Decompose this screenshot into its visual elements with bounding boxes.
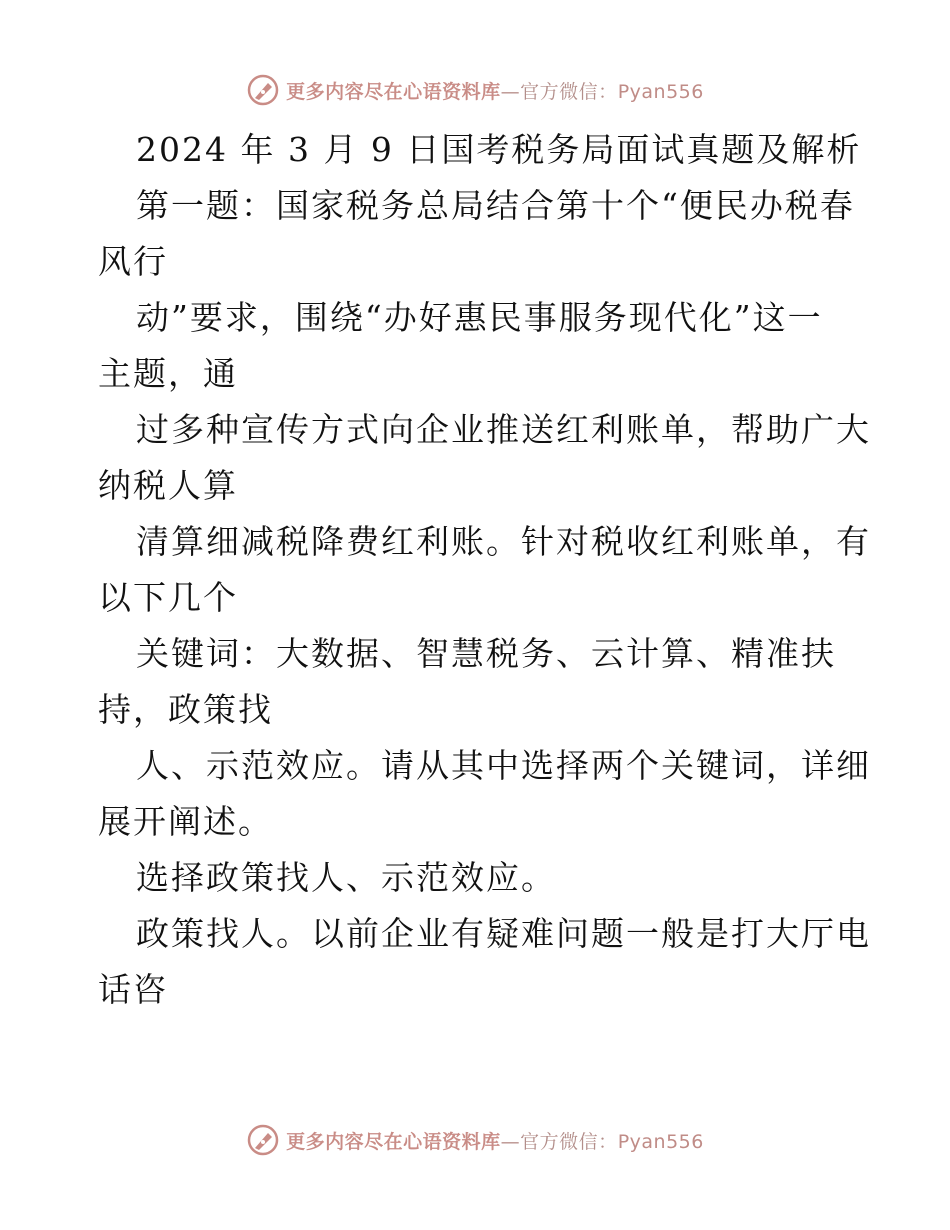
paragraph-line: 话咨 bbox=[98, 970, 168, 1009]
footer-watermark bbox=[0, 1120, 950, 1160]
paragraph-line: 过多种宣传方式向企业推送红利账单，帮助广大 bbox=[136, 410, 871, 449]
paragraph-line: 动”要求，围绕“办好惠民事服务现代化”这一 bbox=[136, 298, 823, 337]
paragraph-line: 人、示范效应。请从其中选择两个关键词，详细 bbox=[136, 746, 871, 785]
watermark-separator: — bbox=[500, 1130, 521, 1153]
paragraph-line: 第一题：国家税务总局结合第十个“便民办税春 bbox=[136, 186, 855, 225]
watermark-wechat-id: Pyan556 bbox=[617, 1130, 704, 1153]
paragraph-line: 政策找人。以前企业有疑难问题一般是打大厅电 bbox=[136, 914, 871, 953]
pen-nib-logo-icon bbox=[246, 1123, 280, 1157]
watermark-text bbox=[286, 77, 704, 104]
paragraph-line: 主题，通 bbox=[98, 354, 238, 393]
paragraph-line: 纳税人算 bbox=[98, 466, 238, 505]
paragraph-line: 关键词：大数据、智慧税务、云计算、精准扶 bbox=[136, 634, 836, 673]
paragraph-line: 持，政策找 bbox=[98, 690, 273, 729]
paragraph-line: 选择政策找人、示范效应。 bbox=[136, 858, 556, 897]
document-title: 2024 年 3 月 9 日国考税务局面试真题及解析 bbox=[136, 130, 862, 169]
paragraph-line: 清算细减税降费红利账。针对税收红利账单，有 bbox=[136, 522, 871, 561]
pen-nib-logo-icon bbox=[246, 73, 280, 107]
watermark-wechat-label: 官方微信： bbox=[520, 80, 618, 103]
paragraph-line: 风行 bbox=[98, 242, 168, 281]
paragraph-line: 展开阐述。 bbox=[98, 802, 273, 841]
header-watermark bbox=[0, 70, 950, 110]
watermark-site-text: 更多内容尽在心语资料库 bbox=[286, 80, 501, 103]
watermark-site-text: 更多内容尽在心语资料库 bbox=[286, 1130, 501, 1153]
watermark-text bbox=[286, 1127, 704, 1154]
paragraph-line: 以下几个 bbox=[98, 578, 238, 617]
document-body bbox=[98, 122, 871, 1018]
watermark-wechat-label: 官方微信： bbox=[520, 1130, 618, 1153]
watermark-wechat-id: Pyan556 bbox=[617, 80, 704, 103]
watermark-separator: — bbox=[500, 80, 521, 103]
